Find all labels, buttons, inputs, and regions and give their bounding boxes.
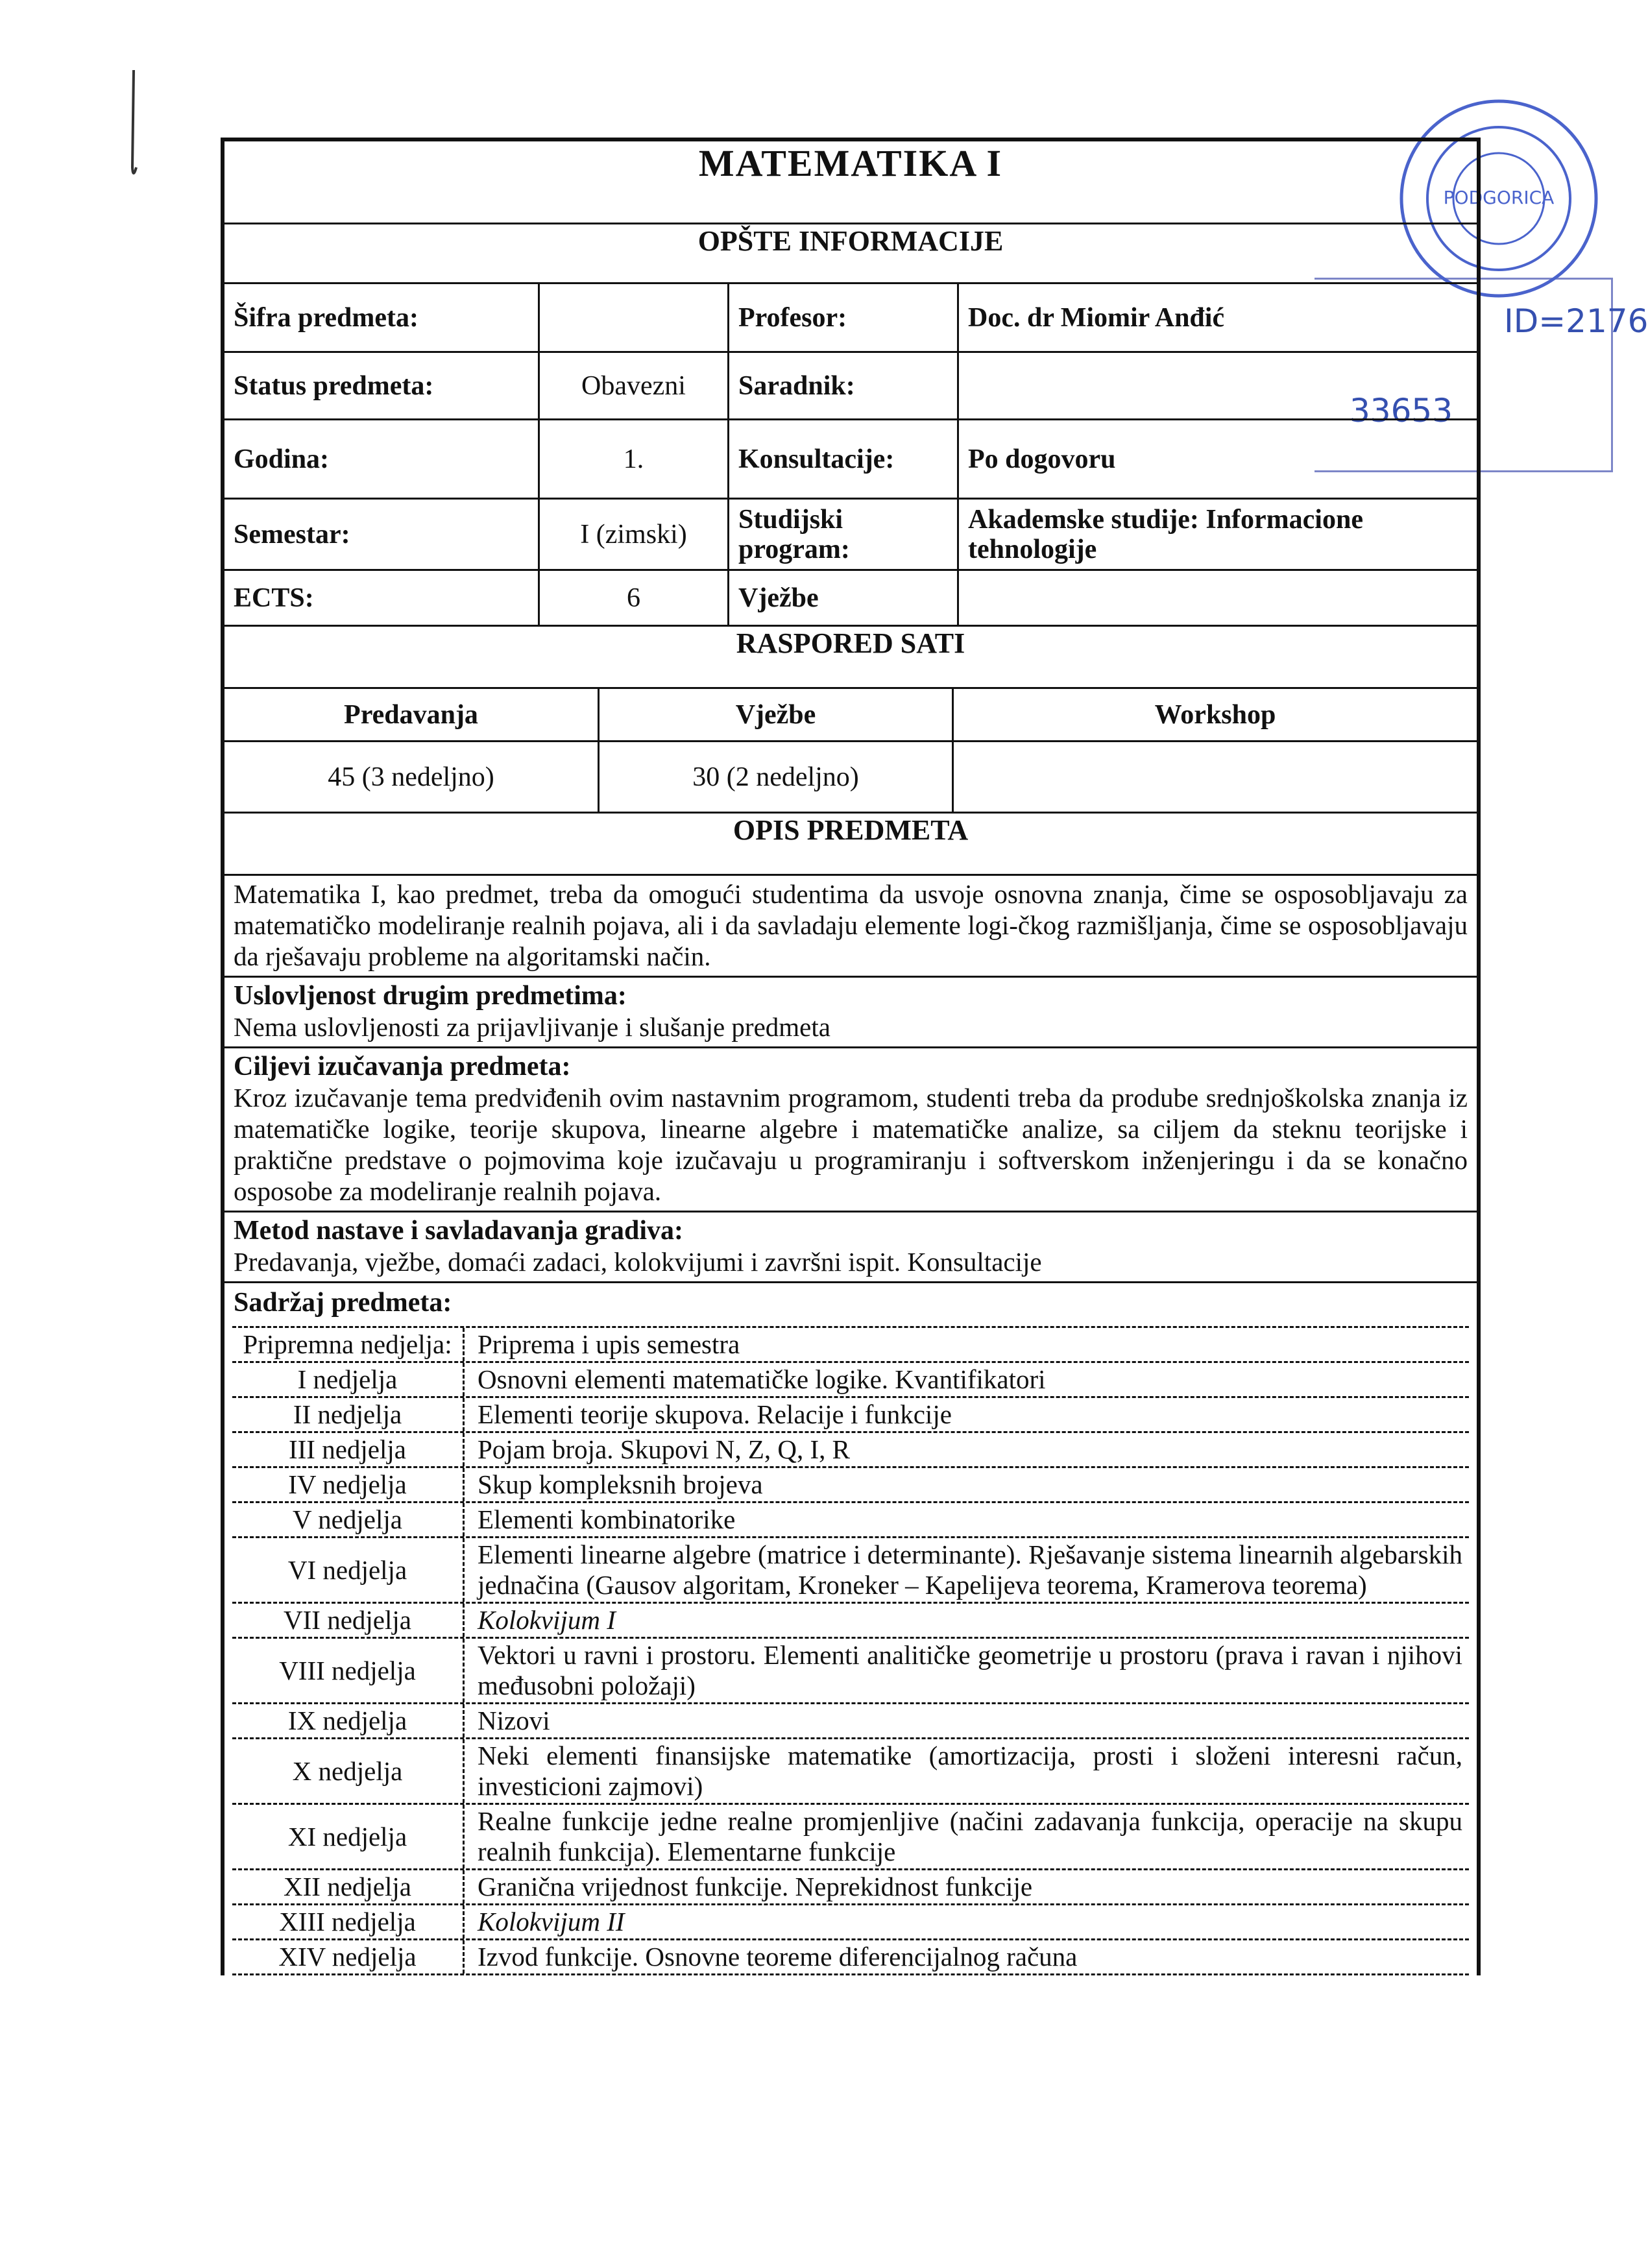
info-value: 6: [540, 571, 729, 625]
info-label: ECTS:: [224, 571, 540, 625]
week-label: IV nedjelja: [232, 1468, 465, 1501]
week-row: [232, 1868, 1469, 1903]
general-info-heading: OPŠTE INFORMACIJE: [224, 224, 1477, 284]
goals-heading: Ciljevi izučavanja predmeta:: [234, 1052, 571, 1081]
week-topic: Priprema i upis semestra: [478, 1329, 740, 1359]
week-row: [232, 1602, 1469, 1637]
week-row: [232, 1326, 1469, 1361]
week-row: [232, 1637, 1469, 1702]
info-label: Status predmeta:: [224, 353, 540, 418]
schedule-value: 30 (2 nedeljno): [600, 742, 954, 812]
week-topic: Realne funkcije jedne realne promjenljive (načini zadavanja funkcija, operacije na skupu realnih funkcija). Elementarne funkcije: [478, 1806, 1462, 1866]
week-label: IX nedjelja: [232, 1704, 465, 1737]
schedule-value-row: [224, 742, 1477, 814]
info-row: [224, 500, 1477, 571]
week-row: [232, 1361, 1469, 1396]
week-row: [232, 1737, 1469, 1803]
week-row: [232, 1938, 1469, 1975]
info-row: [224, 353, 1477, 420]
week-label: XIV nedjelja: [232, 1940, 465, 1973]
week-topic: Nizovi: [478, 1706, 550, 1735]
info-row: [224, 284, 1477, 353]
course-sheet: [221, 138, 1481, 1975]
info-value: Obavezni: [540, 353, 729, 418]
week-row: [232, 1803, 1469, 1868]
week-label: V nedjelja: [232, 1503, 465, 1536]
week-topic: Kolokvijum II: [478, 1907, 625, 1936]
prerequisites-heading: Uslovljenost drugim predmetima:: [234, 981, 627, 1011]
week-topic: Granična vrijednost funkcije. Neprekidnost funkcije: [478, 1872, 1033, 1901]
week-topic: Elementi linearne algebre (matrice i determinante). Rješavanje sistema linearnih algebarskih jednačina (Gausov algoritam, Kroneker – Kapelijeva teorema, Kramerova teorema): [478, 1539, 1462, 1600]
info-label: Studijski program:: [729, 500, 959, 569]
week-label: VI nedjelja: [232, 1538, 465, 1602]
schedule-heading: RASPORED SATI: [224, 627, 1477, 689]
course-title: MATEMATIKA I: [224, 141, 1477, 224]
svg-text:PODGORICA: PODGORICA: [1443, 187, 1555, 208]
info-value: Akademske studije: Informacione tehnologije: [968, 504, 1363, 564]
schedule-value: 45 (3 nedeljno): [224, 742, 600, 812]
week-label: XI nedjelja: [232, 1805, 465, 1868]
week-topic: Vektori u ravni i prostoru. Elementi analitičke geometrije u prostoru (prava i ravan i njihovi međusobni položaji): [478, 1640, 1462, 1700]
method-block: [224, 1212, 1477, 1283]
week-topic: Kolokvijum I: [478, 1605, 616, 1635]
content-heading: Sadržaj predmeta:: [234, 1288, 452, 1318]
info-label: Vježbe: [729, 571, 959, 625]
info-label: Profesor:: [729, 284, 959, 351]
week-topic: Elementi kombinatorike: [478, 1504, 736, 1534]
info-value: 1.: [540, 420, 729, 498]
goals-text: Kroz izučavanje tema predviđenih ovim nastavnim programom, studenti treba da prodube srednjoškolska znanja iz matematičke logike, teorije skupova, linearne algebre i matematičke analize, sa ciljem da steknu teorijske i praktične predstave o pojmovima koje izučavaju u programiranju i softverskom inženjeringu i da se konačno osposobe za modeliranje realnih pojava.: [234, 1083, 1468, 1206]
prerequisites-text: Nema uslovljenosti za prijavljivanje i slušanje predmeta: [234, 1012, 830, 1042]
week-label: II nedjelja: [232, 1398, 465, 1431]
week-topic: Izvod funkcije. Osnovne teoreme diferencijalnog računa: [478, 1942, 1078, 1972]
schedule-header: Vježbe: [600, 689, 954, 740]
week-topic: Skup kompleksnih brojeva: [478, 1469, 763, 1499]
info-label: Konsultacije:: [729, 420, 959, 498]
week-label: X nedjelja: [232, 1739, 465, 1803]
prerequisites-block: [224, 978, 1477, 1048]
info-value: Doc. dr Miomir Anđić: [968, 302, 1225, 333]
info-value: Po dogovoru: [968, 444, 1116, 474]
week-row: [232, 1396, 1469, 1431]
week-row: [232, 1466, 1469, 1501]
schedule-value: [954, 742, 1477, 812]
week-row: [232, 1702, 1469, 1737]
week-topic: Neki elementi finansijske matematike (amortizacija, prosti i složeni interesni račun, investicioni zajmovi): [478, 1741, 1462, 1801]
info-value: [540, 284, 729, 351]
week-row: [232, 1501, 1469, 1536]
week-label: Pripremna nedjelja:: [232, 1328, 465, 1361]
week-row: [232, 1536, 1469, 1602]
week-label: XII nedjelja: [232, 1870, 465, 1903]
info-label: Godina:: [224, 420, 540, 498]
info-label: Saradnik:: [729, 353, 959, 418]
description-text: Matematika I, kao predmet, treba da omogući studentima da usvoje osnovna znanja, čime se osposobljavaju za matematičko modeliranje realnih pojava, ali i da savladaju elemente logi-čkog razmišljanja, čime se osposobljavaju da rješavaju probleme na algoritamski način.: [224, 876, 1477, 978]
info-value: I (zimski): [540, 500, 729, 569]
course-table: [221, 138, 1481, 1975]
week-topic: Osnovni elementi matematičke logike. Kvantifikatori: [478, 1364, 1046, 1394]
course-content: [224, 1283, 1477, 1975]
schedule-header-row: [224, 689, 1477, 742]
week-label: III nedjelja: [232, 1433, 465, 1466]
week-topic: Elementi teorije skupova. Relacije i funkcije: [478, 1399, 952, 1429]
method-heading: Metod nastave i savladavanja gradiva:: [234, 1216, 683, 1246]
handwritten-number: 33653: [1350, 392, 1453, 429]
week-topic: Pojam broja. Skupovi N, Z, Q, I, R: [478, 1434, 850, 1464]
info-row: [224, 571, 1477, 627]
info-label: Šifra predmeta:: [224, 284, 540, 351]
info-row: [224, 420, 1477, 500]
description-heading: OPIS PREDMETA: [224, 814, 1477, 876]
staple-mark: [127, 70, 140, 180]
schedule-header: Predavanja: [224, 689, 600, 740]
week-label: VIII nedjelja: [232, 1639, 465, 1702]
info-label: Semestar:: [224, 500, 540, 569]
method-text: Predavanja, vježbe, domaći zadaci, kolokvijumi i završni ispit. Konsultacije: [234, 1247, 1042, 1277]
week-row: [232, 1431, 1469, 1466]
handwritten-id: ID=2176: [1504, 302, 1648, 340]
schedule-header: Workshop: [1154, 699, 1276, 730]
week-label: VII nedjelja: [232, 1604, 465, 1637]
info-value: [959, 571, 1477, 625]
schedule-table: [224, 689, 1477, 814]
week-label: XIII nedjelja: [232, 1905, 465, 1938]
general-info-table: [224, 284, 1477, 627]
info-value: [959, 353, 1477, 418]
week-label: I nedjelja: [232, 1363, 465, 1396]
week-row: [232, 1903, 1469, 1938]
goals-block: [224, 1048, 1477, 1212]
